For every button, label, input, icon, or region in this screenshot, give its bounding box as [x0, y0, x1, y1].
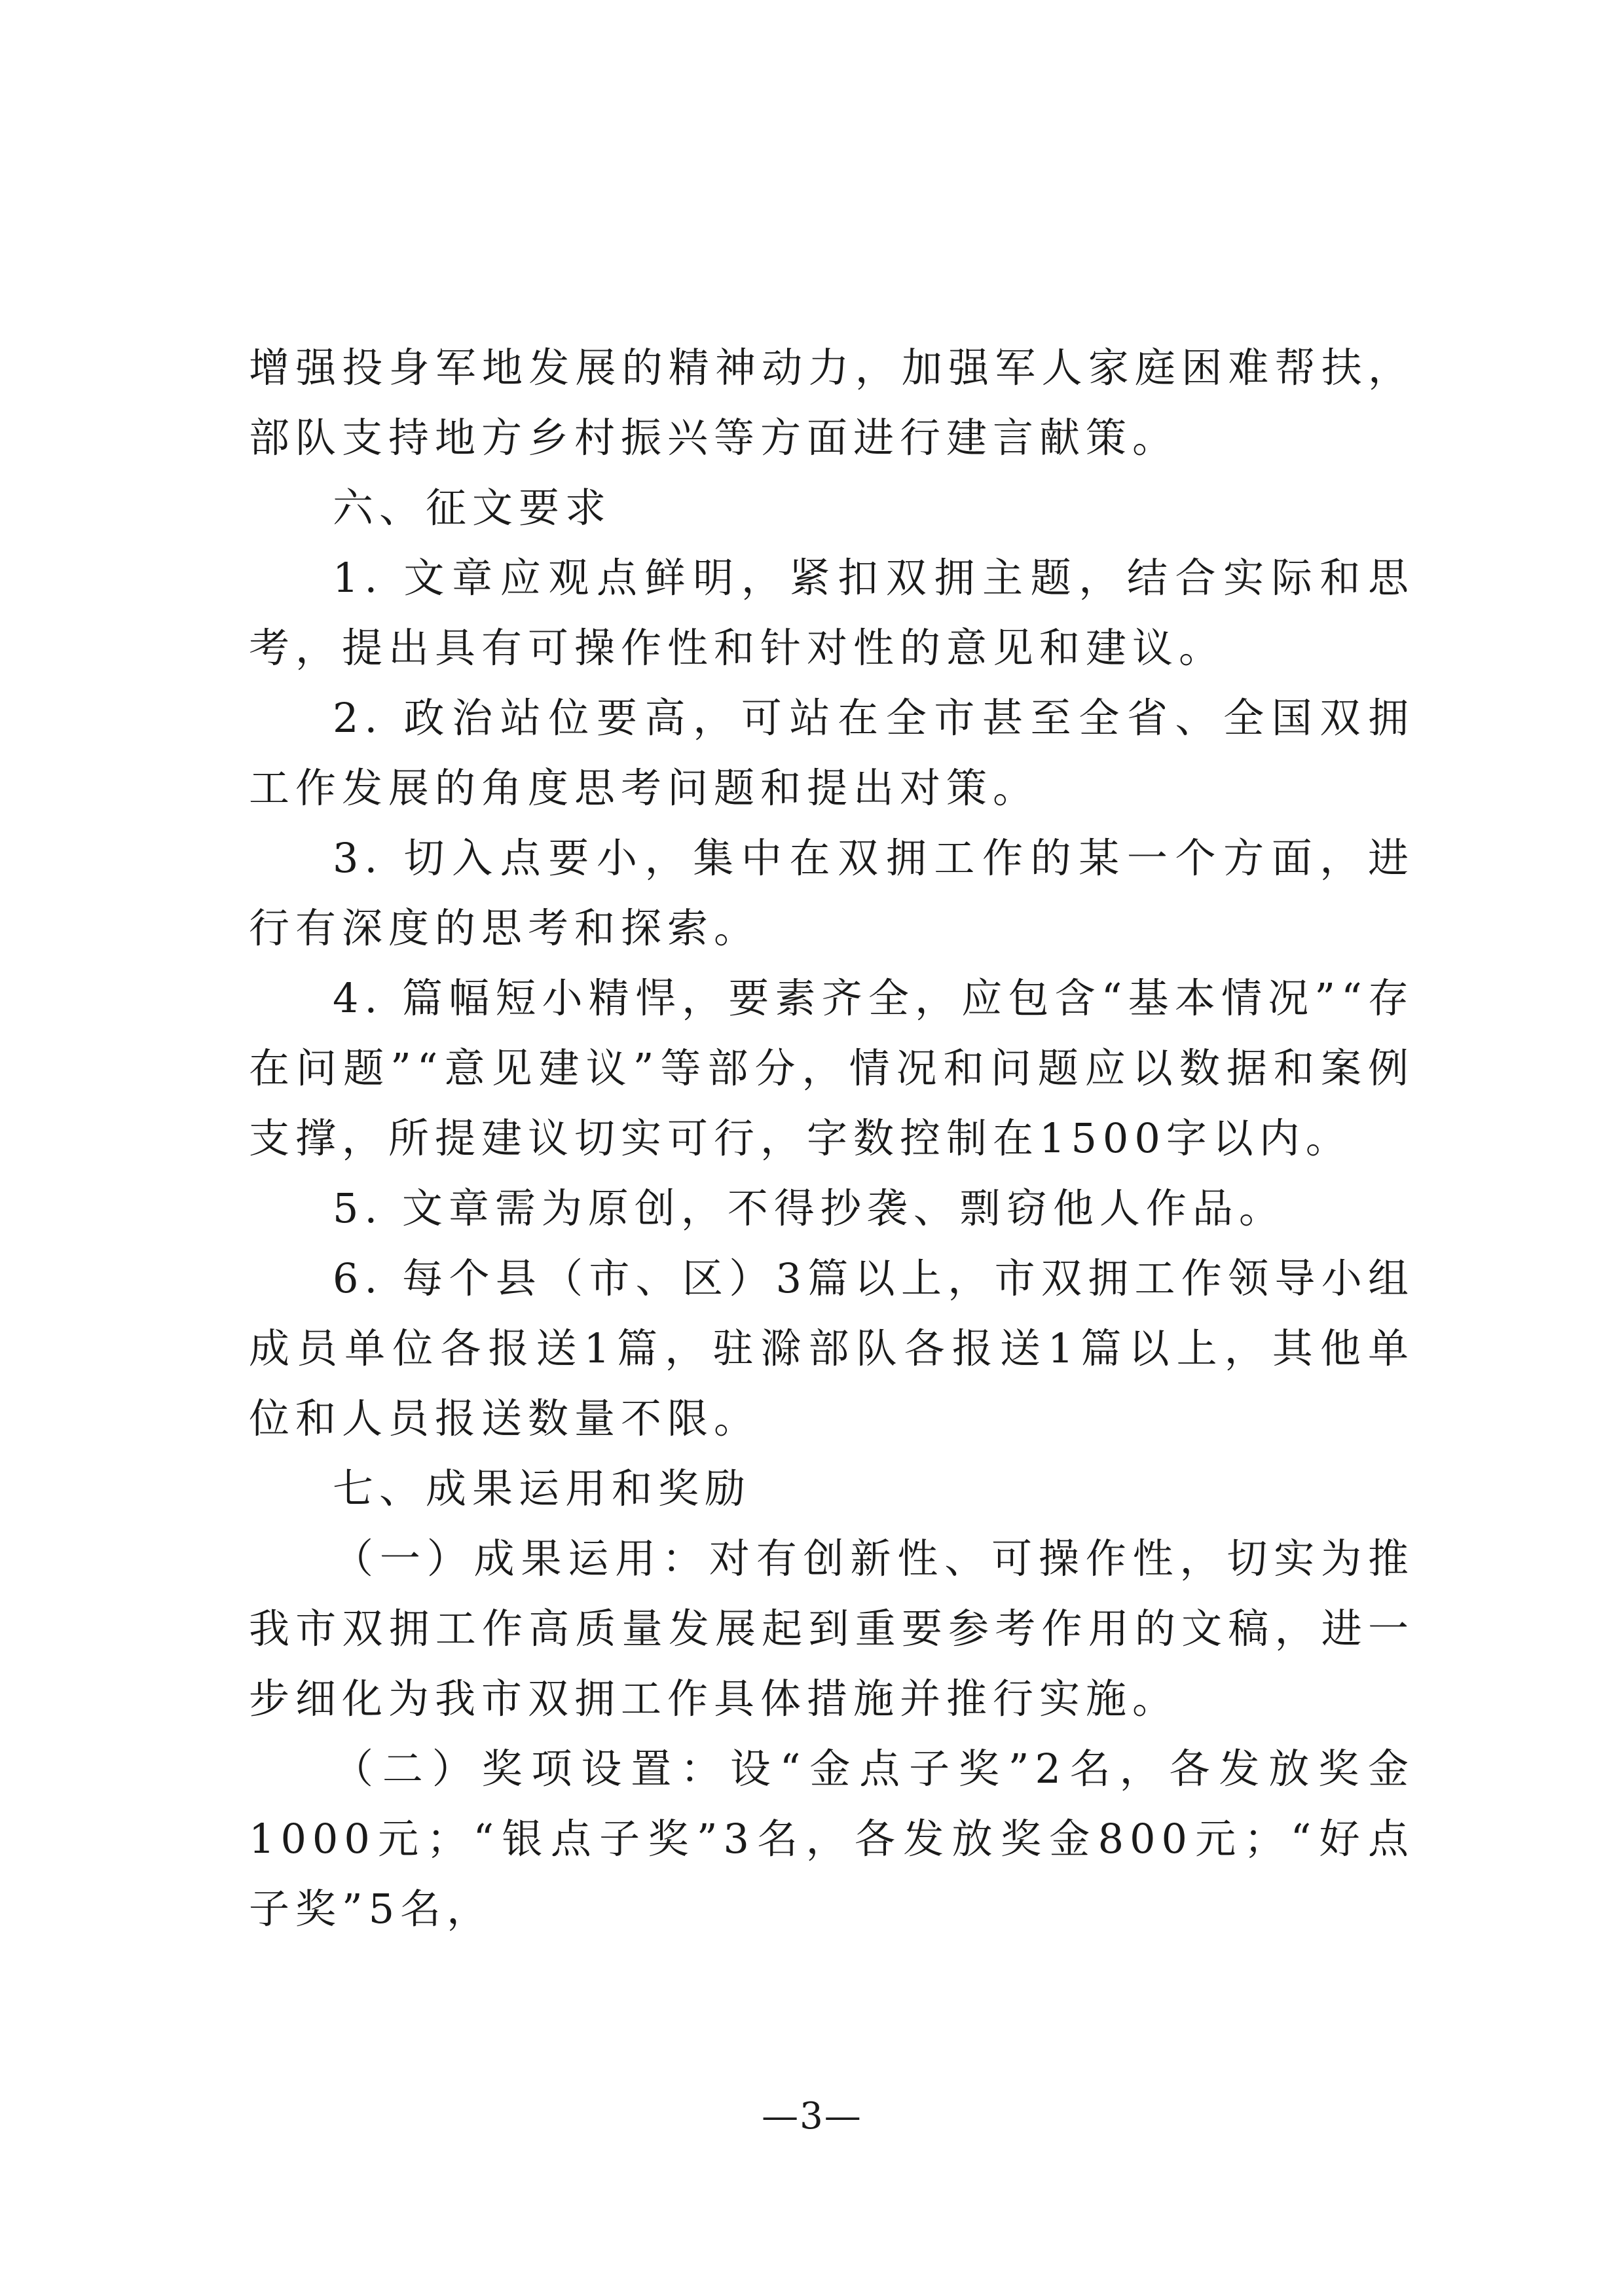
requirement-item-4: 4. 篇幅短小精悍，要素齐全，应包含“基本情况”“存在问题”“意见建议”等部分，情况和问题应以数据和案例支撑，所提建议切实可行，字数控制在1500字以内。 [249, 974, 1414, 1162]
page-number: —3— [762, 2095, 862, 2138]
requirement-item-3: 3. 切入点要小，集中在双拥工作的某一个方面，进行有深度的思考和探索。 [249, 834, 1414, 952]
award-settings-paragraph: （二）奖项设置：设“金点子奖”2名，各发放奖金1000元；“银点子奖”3名，各发放奖金800元；“好点子奖”5名， [249, 1745, 1414, 1933]
section-heading-requirements: 六、征文要求 [333, 484, 612, 532]
paragraph-continuation: 增强投身军地发展的精神动力，加强军人家庭困难帮扶，部队支持地方乡村振兴等方面进行建言献策。 [249, 344, 1414, 462]
requirement-item-2: 2. 政治站位要高，可站在全市甚至全省、全国双拥工作发展的角度思考问题和提出对策。 [249, 694, 1414, 812]
results-application-paragraph: （一）成果运用：对有创新性、可操作性，切实为推我市双拥工作高质量发展起到重要参考作用的文稿，进一步细化为我市双拥工作具体措施并推行实施。 [249, 1535, 1414, 1722]
section-heading-results-and-awards: 七、成果运用和奖励 [333, 1465, 752, 1512]
document-body [249, 333, 1414, 1944]
requirement-item-5: 5. 文章需为原创，不得抄袭、剽窃他人作品。 [333, 1184, 1285, 1232]
requirement-item-6: 6. 每个县（市、区）3篇以上，市双拥工作领导小组成员单位各报送1篇，驻滁部队各报送1篇以上，其他单位和人员报送数量不限。 [249, 1254, 1414, 1442]
requirement-item-1: 1. 文章应观点鲜明，紧扣双拥主题，结合实际和思考，提出具有可操作性和针对性的意见和建议。 [249, 554, 1414, 672]
